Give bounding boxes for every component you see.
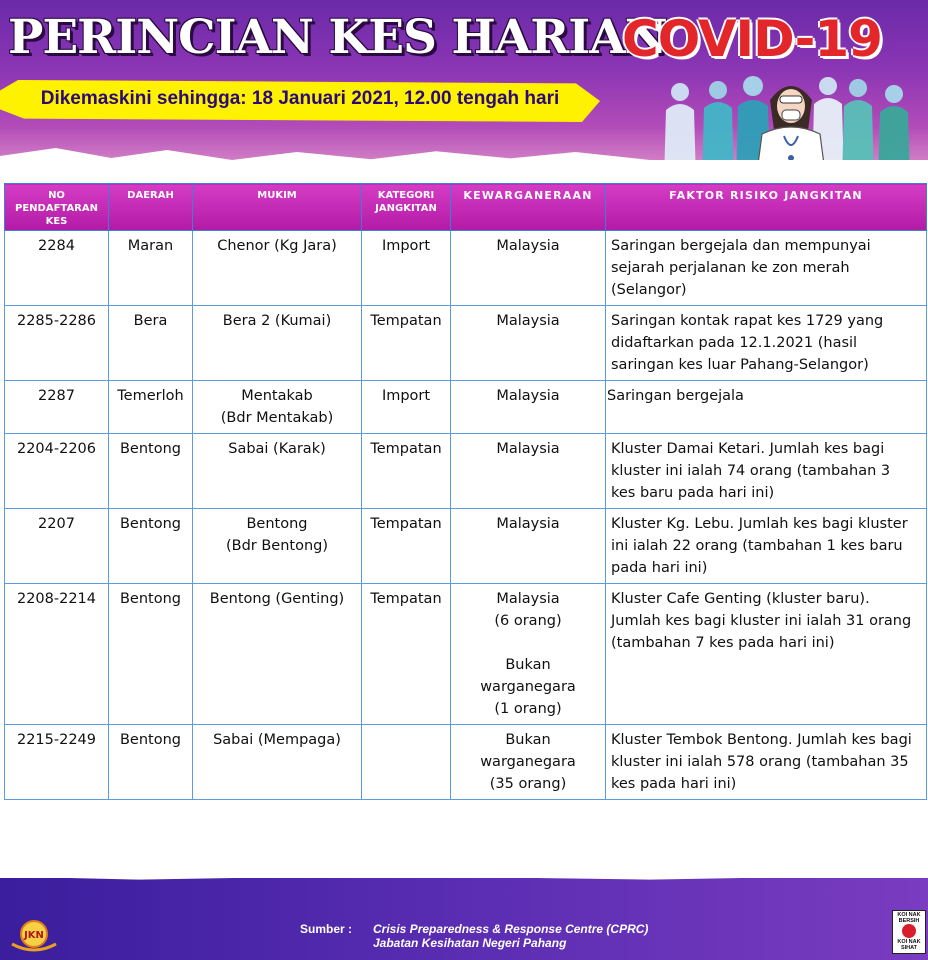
- header-no-line2: PENDAFTARAN: [15, 203, 98, 214]
- cell-kategori: Tempatan: [362, 509, 451, 584]
- cell-kewarganegaraan-line: Malaysia: [496, 591, 560, 607]
- cell-faktor-risiko-line: pada hari ini): [611, 560, 708, 576]
- cell-no-pendaftaran: 2287: [5, 381, 109, 434]
- covid-title: COVID-19: [622, 10, 882, 68]
- cell-kewarganegaraan-line: Malaysia: [496, 238, 560, 254]
- cell-mukim-line: Sabai (Mempaga): [213, 732, 341, 748]
- cell-faktor-risiko: [606, 434, 927, 509]
- cell-mukim-line: Mentakab: [241, 388, 313, 404]
- koi-nak-sihat-logo: [892, 910, 926, 954]
- case-table-wrapper: [4, 183, 926, 800]
- cell-kewarganegaraan-line: (6 orang): [494, 613, 562, 629]
- table-row: [5, 231, 927, 306]
- cell-faktor-risiko-line: Kluster Tembok Bentong. Jumlah kes bagi: [611, 732, 912, 748]
- cell-mukim-line: (Bdr Bentong): [225, 538, 329, 554]
- cell-kewarganegaraan-line: Malaysia: [496, 516, 560, 532]
- cell-faktor-risiko-line: Kluster Kg. Lebu. Jumlah kes bagi kluster: [611, 516, 908, 532]
- cell-faktor-risiko-line: (tambahan 7 kes pada hari ini): [611, 635, 835, 651]
- updated-date: Dikemaskini sehingga: 18 Januari 2021, 12.00 tengah hari: [40, 88, 560, 109]
- cell-faktor-risiko-line: Saringan kontak rapat kes 1729 yang: [611, 313, 884, 329]
- cell-kewarganegaraan: [451, 231, 606, 306]
- jkn-logo: [6, 914, 62, 954]
- cell-faktor-risiko: [606, 584, 927, 725]
- cell-kewarganegaraan-line: Bukan: [505, 732, 551, 748]
- cell-mukim: [193, 725, 362, 800]
- cell-mukim-line: Bentong: [246, 516, 308, 532]
- source-label: Sumber :: [300, 922, 353, 936]
- table-header-row: [5, 184, 927, 231]
- header-no-line3: KES: [45, 216, 68, 227]
- table-row: [5, 306, 927, 381]
- cell-faktor-risiko-line: sejarah perjalanan ke zon merah: [611, 260, 850, 276]
- cell-mukim: [193, 381, 362, 434]
- cell-faktor-risiko: [606, 231, 927, 306]
- cell-kewarganegaraan-line: Malaysia: [496, 313, 560, 329]
- cell-daerah: Bentong: [109, 434, 193, 509]
- cell-faktor-risiko-line: kes pada hari ini): [611, 776, 737, 792]
- header-faktor: FAKTOR RISIKO JANGKITAN: [606, 184, 927, 231]
- cell-kewarganegaraan-line: Malaysia: [496, 388, 560, 404]
- cell-faktor-risiko-line: Saringan bergejala: [607, 388, 744, 404]
- cell-faktor-risiko-line: Kluster Cafe Genting (kluster baru).: [611, 591, 870, 607]
- cell-mukim: [193, 231, 362, 306]
- cell-no-pendaftaran: 2204-2206: [5, 434, 109, 509]
- header-daerah: DAERAH: [109, 184, 193, 231]
- header-kewarganegaraan: KEWARGANERAAN: [451, 184, 606, 231]
- footer-bar: [0, 878, 928, 960]
- cell-kewarganegaraan-line: (35 orang): [489, 776, 567, 792]
- cell-kategori: Tempatan: [362, 306, 451, 381]
- header-kategori-line2: JANGKITAN: [375, 203, 437, 214]
- koi-logo-bottom-text: KOI NAK SIHAT: [897, 939, 921, 951]
- cell-faktor-risiko-line: Jumlah kes bagi kluster ini ialah 31 orang: [611, 613, 912, 629]
- cell-kategori: [362, 725, 451, 800]
- header-no-line1: NO: [48, 190, 65, 201]
- cell-kategori: Tempatan: [362, 434, 451, 509]
- table-row: [5, 509, 927, 584]
- cell-no-pendaftaran: 2207: [5, 509, 109, 584]
- cell-mukim: [193, 509, 362, 584]
- cell-faktor-risiko-line: Kluster Damai Ketari. Jumlah kes bagi: [611, 441, 885, 457]
- cell-no-pendaftaran: 2215-2249: [5, 725, 109, 800]
- cell-daerah: Bentong: [109, 725, 193, 800]
- cell-daerah: Bentong: [109, 584, 193, 725]
- cell-mukim: [193, 306, 362, 381]
- cell-faktor-risiko-line: kes baru pada hari ini): [611, 485, 775, 501]
- koi-logo-top-text: KOI NAK BERSIH: [897, 912, 921, 924]
- source-line-2: Jabatan Kesihatan Negeri Pahang: [373, 936, 567, 950]
- cell-mukim: [193, 434, 362, 509]
- cell-kewarganegaraan-line: warganegara: [480, 679, 576, 695]
- cell-daerah: Maran: [109, 231, 193, 306]
- page-title: PERINCIAN KES HARIAN: [8, 10, 667, 65]
- cell-kewarganegaraan-line: warganegara: [480, 754, 576, 770]
- header-kategori-line1: KATEGORI: [377, 190, 435, 201]
- cell-kewarganegaraan-line: (1 orang): [494, 701, 562, 717]
- cell-faktor-risiko: [606, 306, 927, 381]
- cell-faktor-risiko-line: kluster ini ialah 578 orang (tambahan 35: [611, 754, 909, 770]
- cell-faktor-risiko-line: ini ialah 22 orang (tambahan 1 kes baru: [611, 538, 903, 554]
- cell-faktor-risiko-line: (Selangor): [611, 282, 687, 298]
- cell-mukim-line: Bentong (Genting): [209, 591, 345, 607]
- header-kategori: [362, 184, 451, 231]
- cell-mukim-line: Sabai (Karak): [228, 441, 326, 457]
- cell-faktor-risiko-line: kluster ini ialah 74 orang (tambahan 3: [611, 463, 891, 479]
- cell-faktor-risiko-line: didaftarkan pada 12.1.2021 (hasil: [611, 335, 858, 351]
- cell-kategori: Tempatan: [362, 584, 451, 725]
- header-banner: [0, 0, 928, 168]
- cell-kewarganegaraan: [451, 584, 606, 725]
- table-row: [5, 725, 927, 800]
- cell-daerah: Bera: [109, 306, 193, 381]
- cell-daerah: Temerloh: [109, 381, 193, 434]
- cell-no-pendaftaran: 2285-2286: [5, 306, 109, 381]
- heart-icon: [902, 924, 916, 938]
- header-mukim: MUKIM: [193, 184, 362, 231]
- source-line-1: Crisis Preparedness & Response Centre (CPRC): [373, 922, 649, 936]
- cell-kategori: Import: [362, 231, 451, 306]
- cell-mukim-line: Bera 2 (Kumai): [222, 313, 332, 329]
- medical-staff-illustration: [658, 70, 920, 168]
- cell-faktor-risiko-line: saringan kes luar Pahang-Selangor): [611, 357, 869, 373]
- cell-faktor-risiko-line: Saringan bergejala dan mempunyai: [611, 238, 871, 254]
- cell-no-pendaftaran: 2284: [5, 231, 109, 306]
- table-row: [5, 381, 927, 434]
- cell-faktor-risiko: [606, 381, 927, 434]
- cell-mukim-line: (Bdr Mentakab): [220, 410, 334, 426]
- cell-faktor-risiko: [606, 509, 927, 584]
- cell-kewarganegaraan: [451, 509, 606, 584]
- cell-daerah: Bentong: [109, 509, 193, 584]
- cell-kewarganegaraan: [451, 381, 606, 434]
- footer-wave: [0, 870, 928, 886]
- cell-kewarganegaraan: [451, 725, 606, 800]
- case-table: [4, 183, 927, 800]
- case-rows: [5, 231, 927, 800]
- table-row: [5, 434, 927, 509]
- cell-kewarganegaraan-line: Bukan: [505, 657, 551, 673]
- jkn-logo-text: JKN: [24, 930, 44, 941]
- cell-faktor-risiko: [606, 725, 927, 800]
- header-no: [5, 184, 109, 231]
- cell-mukim: [193, 584, 362, 725]
- cell-kewarganegaraan: [451, 434, 606, 509]
- cell-no-pendaftaran: 2208-2214: [5, 584, 109, 725]
- cell-kewarganegaraan-line: Malaysia: [496, 441, 560, 457]
- cell-kewarganegaraan-line: [456, 632, 600, 654]
- table-row: [5, 584, 927, 725]
- cell-kewarganegaraan: [451, 306, 606, 381]
- cell-mukim-line: Chenor (Kg Jara): [217, 238, 337, 254]
- cell-kategori: Import: [362, 381, 451, 434]
